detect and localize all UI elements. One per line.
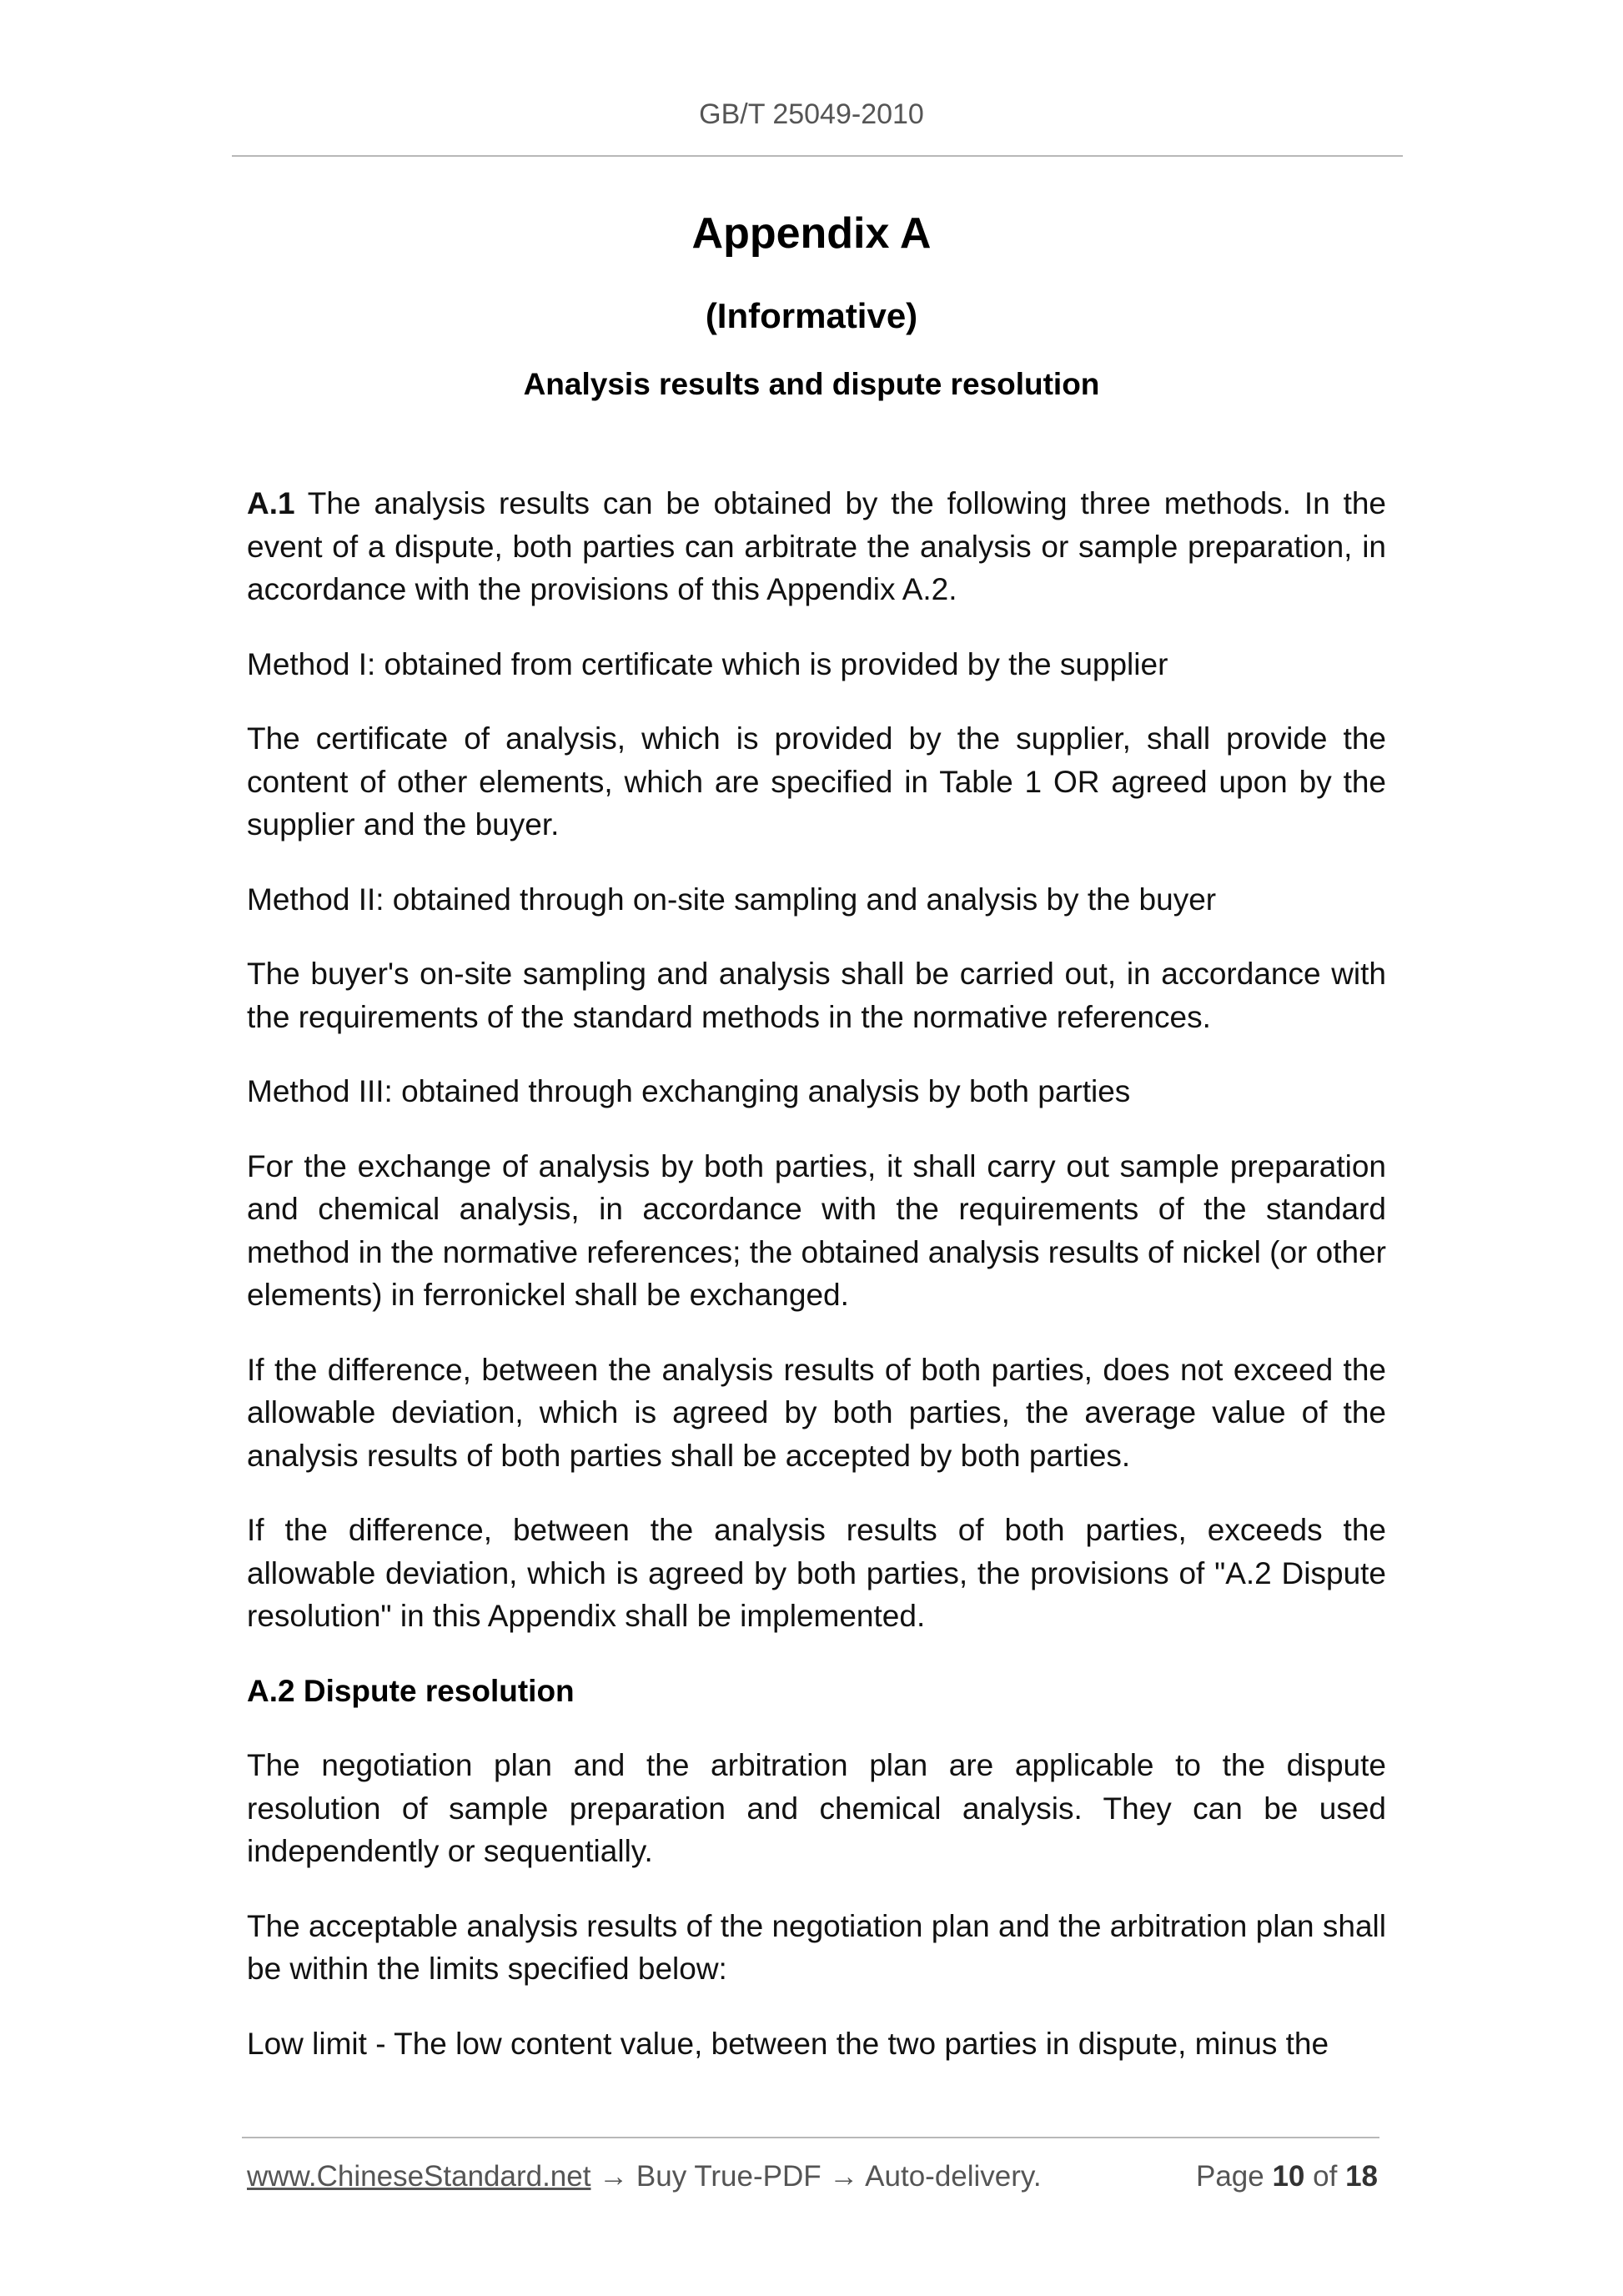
document-number: GB/T 25049-2010: [699, 98, 924, 130]
promo-text: → Buy True-PDF → Auto-delivery.: [590, 2160, 1042, 2193]
appendix-subtitle: (Informative): [705, 296, 918, 335]
paragraph-a2-1: The negotiation plan and the arbitration plan are applicable to the dispute resolution of sample preparation and chemical analysis. They can be used independently or sequentially.: [247, 1748, 1386, 1868]
page-of-label: of: [1313, 2160, 1338, 2193]
paragraph-a2-2: The acceptable analysis results of the negotiation plan and the arbitration plan shall be within the limits specified below:: [247, 1908, 1386, 1986]
method1-text: The certificate of analysis, which is provided by the supplier, shall provide the content of other elements, which are specified in Table 1 OR agreed upon by the supplier and the buyer.: [247, 721, 1386, 842]
section-a2-heading: A.2 Dispute resolution: [247, 1673, 575, 1708]
page-total: 18: [1345, 2160, 1378, 2193]
method2-heading: Method II: obtained through on-site sampling and analysis by the buyer: [247, 882, 1217, 917]
paragraph-a1: [247, 482, 1386, 611]
footer-divider: [242, 2137, 1379, 2138]
appendix-caption: Analysis results and dispute resolution: [523, 367, 1100, 401]
method3-text: For the exchange of analysis by both parties, it shall carry out sample preparation and chemical analysis, in accordance with the requirements of the standard method in the normative references; the obtained analysis results of nickel (or other elements) in ferronickel shall be exchanged.: [247, 1148, 1386, 1312]
site-link[interactable]: www.ChineseStandard.net: [247, 2160, 591, 2193]
paragraph-diff-within: If the difference, between the analysis results of both parties, does not exceed the allowable deviation, which is agreed by both parties, the average value of the analysis results of both parties shall be accepted by both parties.: [247, 1352, 1386, 1473]
clause-a1-label: A.1: [247, 486, 295, 520]
method2-text: The buyer's on-site sampling and analysis shall be carried out, in accordance with the requirements of the standard methods in the normative references.: [247, 957, 1386, 1034]
document-body: [247, 482, 1386, 2097]
page-footer: [247, 2160, 1378, 2193]
method3-heading: Method III: obtained through exchanging analysis by both parties: [247, 1074, 1131, 1108]
header-divider: [232, 155, 1403, 157]
method1-heading: Method I: obtained from certificate which is provided by the supplier: [247, 646, 1168, 681]
page-indicator: [1196, 2160, 1378, 2193]
appendix-title: Appendix A: [691, 209, 932, 258]
paragraph-diff-exceeds: If the difference, between the analysis results of both parties, exceeds the allowable deviation, which is agreed by both parties, the provisions of "A.2 Dispute resolution" in this Appendix shall be implemented.: [247, 1513, 1386, 1633]
clause-a1-text: The analysis results can be obtained by the following three methods. In the event of a dispute, both parties can arbitrate the analysis or sample preparation, in accordance with the provisions of this Appendix A.2.: [247, 486, 1386, 606]
paragraph-low-limit: Low limit - The low content value, between the two parties in dispute, minus the: [247, 2026, 1329, 2061]
page-current: 10: [1272, 2160, 1305, 2193]
page-label: Page: [1195, 2160, 1264, 2193]
